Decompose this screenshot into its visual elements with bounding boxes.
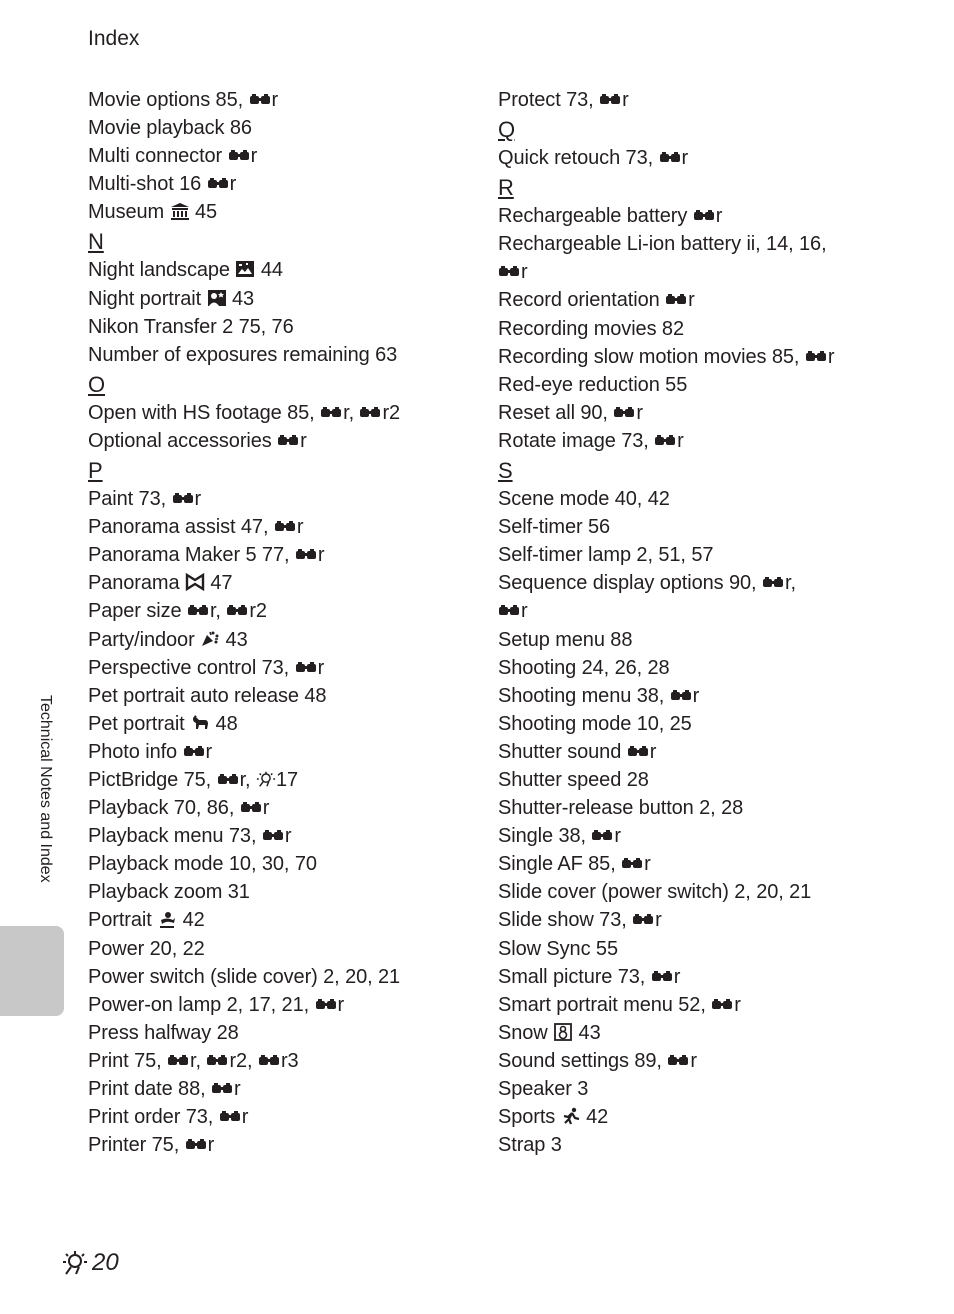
index-entry: [88, 906, 488, 934]
index-entry: [498, 315, 918, 343]
page-reference: r: [337, 993, 345, 1016]
reference-section-icon: [207, 177, 229, 191]
section-side-label: Technical Notes and Index: [37, 695, 54, 883]
page-reference: r: [317, 656, 325, 679]
index-letter-heading: P: [88, 458, 103, 484]
reference-section-icon: [670, 689, 692, 703]
index-entry: [498, 935, 918, 963]
entry-text: Strap 3: [498, 1134, 562, 1157]
index-entry: [88, 850, 488, 878]
index-entry: [498, 258, 918, 286]
panorama-scene-icon: [185, 573, 205, 591]
index-entry: [88, 256, 488, 284]
reference-section-icon: [805, 350, 827, 364]
index-entry: [88, 427, 488, 455]
portrait-scene-icon: [157, 910, 177, 928]
index-entry: [498, 626, 918, 654]
entry-text: Recording slow motion movies 85,: [498, 345, 805, 368]
index-entry: [88, 710, 488, 738]
index-entry: [498, 371, 918, 399]
index-entry: [88, 485, 488, 513]
reference-section-icon: [262, 829, 284, 843]
index-entry: Paper size r, r2: [88, 600, 267, 623]
page-reference: r: [207, 1134, 215, 1157]
index-entry: [88, 682, 488, 710]
entry-text: Sequence display options 90,: [498, 572, 762, 595]
page-reference: r: [649, 740, 657, 763]
index-entry: [498, 991, 918, 1019]
reference-section-icon: [693, 209, 715, 223]
page-reference: r: [636, 401, 643, 424]
entry-text: Portrait: [88, 909, 158, 932]
index-entry: [88, 935, 488, 963]
technical-notes-icon: [60, 1250, 90, 1276]
index-letter-heading: Q: [498, 117, 516, 143]
entry-text: Sound settings 89,: [498, 1049, 668, 1072]
entry-text: Recording movies 82: [498, 317, 684, 340]
index-entry: [88, 1019, 488, 1047]
page-reference: r: [692, 684, 700, 707]
entry-pages: 48: [210, 712, 238, 735]
page-reference: r: [271, 89, 279, 111]
index-entry: [88, 738, 488, 766]
entry-text: Multi connector: [88, 145, 228, 168]
entry-text: Optional accessories: [88, 429, 278, 452]
entry-text: Slide show 73,: [498, 909, 633, 932]
page-reference: r: [690, 1049, 697, 1072]
page-reference: r2: [382, 401, 401, 424]
page-reference: r: [521, 600, 528, 623]
index-entry: [498, 427, 918, 455]
reference-section-icon: [240, 801, 262, 815]
reference-section-icon: [206, 1054, 228, 1068]
reference-section-icon: [359, 406, 381, 420]
entry-text: Rotate image 73,: [498, 429, 655, 452]
page-reference: r: [241, 1106, 249, 1129]
reference-section-icon: [632, 913, 654, 927]
entry-text: Party/indoor: [88, 628, 201, 651]
page-number: [60, 1249, 119, 1277]
index-entry: [88, 654, 488, 682]
entry-pages: 47: [204, 572, 233, 595]
index-entry: [498, 286, 918, 314]
entry-text: Slide cover (power switch) 2, 20, 21: [498, 881, 812, 904]
entry-text: Multi-shot 16: [88, 173, 207, 196]
reference-section-icon: [226, 604, 248, 618]
index-entry: [498, 343, 918, 371]
entry-text: Movie options 85,: [88, 89, 249, 111]
entry-text: Red-eye reduction 55: [498, 373, 688, 396]
page-reference: r2: [249, 600, 267, 623]
page-reference: r: [284, 825, 292, 848]
index-entry: [498, 597, 918, 625]
entry-pages: 43: [220, 628, 248, 651]
reference-section-icon: [183, 745, 205, 759]
party-indoor-scene-icon: [200, 630, 220, 648]
index-entry: [88, 991, 488, 1019]
index-letter-heading: R: [498, 175, 514, 201]
entry-text: Press halfway 28: [88, 1021, 239, 1044]
index-entry: [498, 202, 918, 230]
index-entry: [498, 963, 918, 991]
entry-pages: 45: [189, 201, 218, 224]
entry-text: Small picture 73,: [498, 965, 651, 988]
index-entry: [498, 485, 918, 513]
entry-text: Movie playback 86: [88, 117, 252, 140]
page-reference: r: [239, 768, 246, 791]
index-entry: [88, 878, 488, 906]
index-entry: [88, 1103, 488, 1131]
index-entry: [498, 86, 918, 114]
reference-section-icon: [762, 576, 784, 590]
technical-notes-icon: [256, 770, 276, 788]
night-portrait-scene-icon: [207, 289, 227, 307]
reference-section-icon: [172, 492, 194, 506]
entry-text: Setup menu 88: [498, 628, 633, 651]
index-entry: [88, 569, 488, 597]
index-column-right: [498, 86, 918, 1159]
entry-text: Paint 73,: [88, 488, 172, 511]
entry-text: Power 20, 22: [88, 937, 205, 960]
snow-scene-icon: [553, 1023, 573, 1041]
reference-section-icon: [711, 998, 733, 1012]
reference-section-icon: [667, 1054, 689, 1068]
index-entry: [88, 822, 488, 850]
reference-section-icon: [295, 548, 317, 562]
entry-text: Open with HS footage 85,: [88, 401, 321, 424]
entry-text: Pet portrait: [88, 712, 191, 735]
entry-text: Snow: [498, 1021, 554, 1044]
museum-scene-icon: [170, 202, 190, 220]
index-entry: [88, 313, 488, 341]
index-entry: [498, 1103, 918, 1131]
page-reference: r: [715, 205, 723, 228]
page-reference: r: [614, 825, 621, 848]
page-header: Index: [88, 27, 140, 50]
entry-text: Shooting 24, 26, 28: [498, 656, 670, 679]
night-landscape-scene-icon: [235, 260, 255, 278]
entry-text: Printer 75,: [88, 1134, 185, 1157]
entry-text: Rechargeable battery: [498, 205, 693, 228]
index-entry: [88, 513, 488, 541]
entry-text: Shooting mode 10, 25: [498, 712, 692, 735]
entry-text: Print date 88,: [88, 1078, 212, 1100]
reference-section-icon: [651, 970, 673, 984]
entry-text: Quick retouch 73,: [498, 147, 659, 170]
page-reference: r: [205, 740, 213, 763]
entry-text: Slow Sync 55: [498, 937, 618, 960]
entry-text: Single AF 85,: [498, 853, 622, 876]
reference-section-icon: [295, 661, 317, 675]
entry-pages: 42: [580, 1106, 609, 1129]
index-entry: [498, 766, 918, 794]
reference-section-icon: [654, 434, 676, 448]
entry-text: Pet portrait auto release 48: [88, 684, 327, 707]
reference-section-icon: [277, 434, 299, 448]
entry-text: Shooting menu 38,: [498, 684, 670, 707]
entry-text: Sports: [498, 1106, 561, 1129]
page-reference: r3: [280, 1049, 299, 1072]
entry-text: Self-timer 56: [498, 516, 611, 539]
index-entry: [498, 569, 918, 597]
entry-text: Panorama: [88, 572, 185, 595]
page-reference: r: [673, 965, 681, 988]
page-reference: r: [644, 853, 651, 876]
index-entry: PictBridge 75, r, 17: [88, 768, 299, 791]
entry-text: Reset all 90,: [498, 401, 614, 424]
page-reference: r: [622, 89, 629, 111]
index-entry: [88, 170, 488, 198]
reference-section-icon: [613, 406, 635, 420]
index-entry: [88, 114, 488, 142]
page-reference: r: [234, 1078, 241, 1100]
index-entry: [498, 906, 918, 934]
entry-text: Playback 70, 86,: [88, 797, 240, 820]
index-column-left: [88, 86, 488, 1159]
index-letter-heading: O: [88, 371, 106, 397]
reference-section-icon: [217, 773, 239, 787]
reference-section-icon: [249, 93, 271, 107]
entry-text: Self-timer lamp 2, 51, 57: [498, 544, 714, 567]
entry-text: Nikon Transfer 2 75, 76: [88, 315, 294, 338]
page-reference: r: [262, 797, 270, 820]
page-reference: r: [655, 909, 662, 932]
page-reference: r: [677, 429, 684, 452]
reference-section-icon: [659, 151, 681, 165]
entry-text: Power switch (slide cover) 2, 20, 21: [88, 965, 401, 988]
index-entry: [498, 710, 918, 738]
index-entry: [88, 1131, 488, 1159]
page-reference: r: [296, 516, 304, 539]
index-entry: [498, 1075, 918, 1103]
reference-section-icon: [498, 265, 520, 279]
index-entry: [498, 682, 918, 710]
page-reference: r: [229, 173, 237, 196]
index-entry: [88, 794, 488, 822]
reference-section-icon: [187, 604, 209, 618]
index-entry: [498, 738, 918, 766]
entry-text: Shutter-release button 2, 28: [498, 797, 744, 820]
index-entry: [498, 1047, 918, 1075]
page-reference: r: [827, 345, 835, 368]
index-entry: [88, 1075, 488, 1103]
entry-text: Record orientation: [498, 289, 666, 312]
entry-text: Playback menu 73,: [88, 825, 262, 848]
page-reference: r: [209, 600, 216, 623]
reference-section-icon: [665, 293, 687, 307]
entry-text: Shutter sound: [498, 740, 627, 763]
page-reference: r: [734, 993, 741, 1016]
index-entry: [498, 1131, 918, 1159]
index-entry: [498, 878, 918, 906]
entry-text: Protect 73,: [498, 89, 600, 111]
page-reference: r: [681, 147, 689, 170]
index-entry: [498, 1019, 918, 1047]
page-reference: r: [317, 544, 325, 567]
index-entry: [88, 198, 488, 226]
entry-text: Photo info: [88, 740, 183, 763]
index-entry: [498, 850, 918, 878]
entry-trail: ,: [790, 572, 796, 595]
entry-text: Print 75,: [88, 1049, 168, 1072]
entry-text: Playback mode 10, 30, 70: [88, 853, 317, 876]
index-entry: [88, 142, 488, 170]
entry-text: Single 38,: [498, 825, 592, 848]
index-entry: [88, 541, 488, 569]
entry-pages: 42: [177, 909, 205, 932]
reference-section-icon: [274, 520, 296, 534]
entry-pages: 43: [573, 1021, 601, 1044]
entry-text: Perspective control 73,: [88, 656, 295, 679]
entry-text: Scene mode 40, 42: [498, 488, 670, 511]
index-entry: [498, 541, 918, 569]
reference-section-icon: [228, 149, 250, 163]
index-entry: [88, 963, 488, 991]
reference-section-icon: [621, 857, 643, 871]
page-reference: r: [343, 401, 349, 424]
page-number-text: 20: [92, 1249, 119, 1276]
index-entry: [88, 626, 488, 654]
index-entry: Print 75, r, r2, r3: [88, 1049, 299, 1072]
entry-text: PictBridge 75,: [88, 768, 217, 791]
entry-text: Print order 73,: [88, 1106, 219, 1129]
entry-text: Night landscape: [88, 259, 236, 282]
reference-section-icon: [167, 1054, 189, 1068]
reference-section-icon: [258, 1054, 280, 1068]
reference-section-icon: [185, 1138, 207, 1152]
reference-section-icon: [320, 406, 342, 420]
index-entry: [498, 144, 918, 172]
index-letter-heading: S: [498, 458, 513, 484]
entry-text: Power-on lamp 2, 17, 21,: [88, 993, 315, 1016]
entry-text: Panorama Maker 5 77,: [88, 544, 295, 567]
page-reference: r: [521, 261, 528, 284]
entry-text: Panorama assist 47,: [88, 516, 274, 539]
entry-text: Number of exposures remaining 63: [88, 343, 398, 366]
index-letter-heading: N: [88, 229, 104, 255]
reference-section-icon: [627, 745, 649, 759]
reference-section-icon: [315, 998, 337, 1012]
index-entry: Open with HS footage 85, r, r2: [88, 401, 401, 424]
entry-text: Speaker 3: [498, 1078, 589, 1100]
page-reference: r: [688, 289, 695, 312]
reference-section-icon: [498, 604, 520, 618]
page-reference: r2: [229, 1049, 248, 1072]
page-reference: r: [300, 429, 307, 452]
reference-section-icon: [591, 829, 613, 843]
pet-portrait-scene-icon: [190, 714, 210, 732]
index-entry: [498, 794, 918, 822]
index-entry: [88, 86, 488, 114]
index-entry: [498, 230, 918, 258]
index-entry: [88, 285, 488, 313]
entry-text: Museum: [88, 201, 170, 224]
entry-text: Night portrait: [88, 287, 207, 310]
index-entry: [498, 822, 918, 850]
page-reference: r: [784, 572, 791, 595]
entry-text: Shutter speed 28: [498, 768, 649, 791]
entry-text: Paper size: [88, 600, 187, 623]
page-reference: r: [250, 145, 258, 168]
page-reference: r: [190, 1049, 196, 1072]
index-entry: [498, 654, 918, 682]
entry-pages: 43: [226, 287, 255, 310]
index-entry: [88, 341, 488, 369]
index-entry: [498, 513, 918, 541]
page-reference: 17: [275, 768, 299, 791]
section-tab[interactable]: [0, 926, 64, 1016]
entry-text: Rechargeable Li-ion battery ii, 14, 16,: [498, 233, 827, 256]
index-entry: [498, 399, 918, 427]
reference-section-icon: [599, 93, 621, 107]
sports-scene-icon: [561, 1107, 581, 1125]
page-reference: r: [194, 488, 202, 511]
entry-pages: 44: [255, 259, 283, 282]
entry-text: Smart portrait menu 52,: [498, 993, 712, 1016]
entry-text: Playback zoom 31: [88, 881, 250, 904]
reference-section-icon: [211, 1082, 233, 1096]
reference-section-icon: [219, 1110, 241, 1124]
